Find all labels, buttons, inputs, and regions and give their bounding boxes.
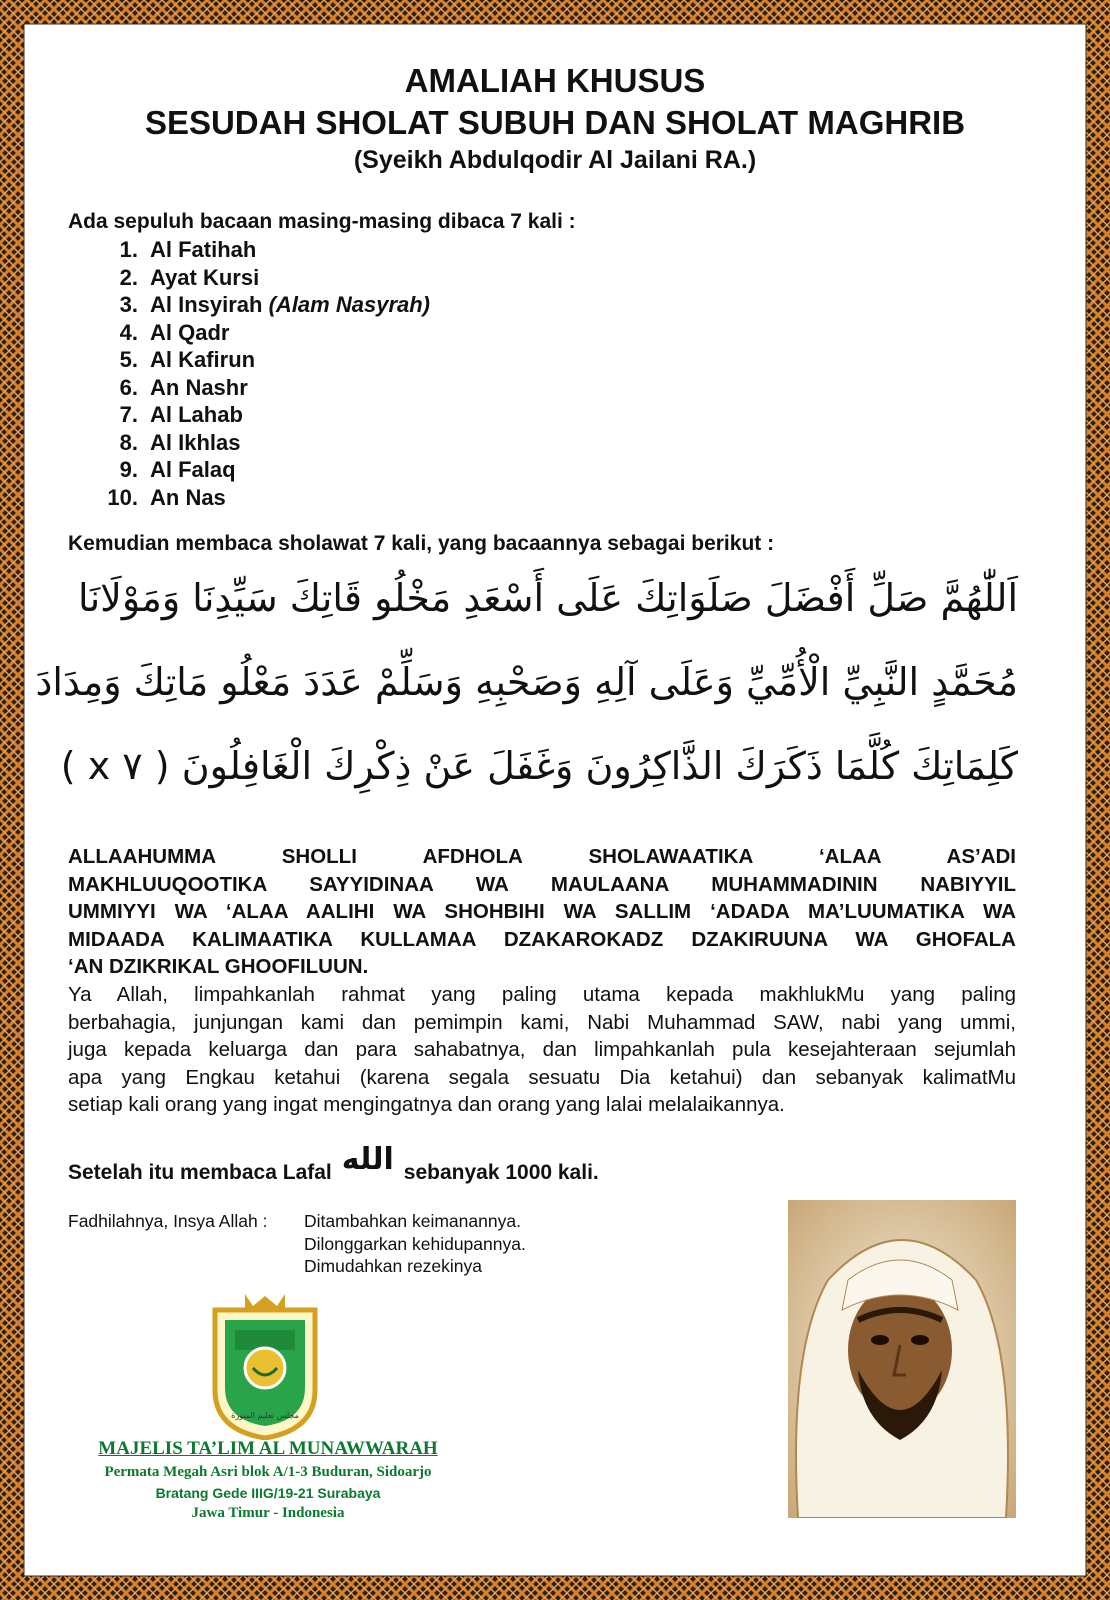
list-item: 8. Al Ikhlas [119, 429, 241, 455]
list-item: 6. An Nashr [119, 374, 248, 400]
translation [68, 981, 1016, 1119]
translation-line: apa yang Engkau ketahui (karena segala sesuatu Dia ketahui) dan sebanyak kalimatMu [68, 1065, 1016, 1089]
list-item: 5. Al Kafirun [119, 347, 256, 372]
arabic-line-3: كَلِمَاتِكَ كُلَّمَا ذَكَرَكَ الذَّاكِرُونَ وَغَفَلَ عَنْ ذِكْرِكَ الْغَافِلُونَ ( ٧ x ) [60, 744, 1018, 788]
translit-line: ‘AN DZIKRIKAL GHOOFILUUN. [68, 955, 369, 978]
translation-line: setiap kali orang yang ingat mengingatnya dan orang yang lalai melalaikannya. [68, 1093, 785, 1116]
reading-note: (Alam Nasyrah) [268, 292, 430, 317]
translit-line: MIDAADA KALIMAATIKA KULLAMAA DZAKAROKADZ DZAKIRUUNA WA GHOFALA [68, 927, 1016, 951]
organization-address-2: Bratang Gede IIIG/19-21 Surabaya [155, 1485, 381, 1501]
translation-line: juga kepada keluarga dan para sahabatnya, dan limpahkanlah pula kesejahteraan sejumlah [68, 1038, 1016, 1061]
organization-address-1: Permata Megah Asri blok A/1-3 Buduran, Sidoarjo [104, 1464, 432, 1480]
organization-address-3: Jawa Timur - Indonesia [191, 1505, 345, 1521]
author-line: (Syeikh Abdulqodir Al Jailani RA.) [353, 146, 757, 174]
arabic-line-2: مُحَمَّدٍ النَّبِيِّ الْأُمِّيِّ وَعَلَى آلِهِ وَصَحْبِهِ وَسَلِّمْ عَدَدَ مَعْلُو مَاتِكَ وَمِدَادَ [35, 660, 1018, 704]
list-item: 3. Al Insyirah (Alam Nasyrah) [119, 292, 430, 317]
allah-calligraphy: الله [341, 1142, 394, 1177]
translit-line: MAKHLUUQOOTIKA SAYYIDINAA WA MAULAANA MUHAMMADININ NABIYYIL [68, 872, 1016, 896]
list-item: 9. Al Falaq [119, 457, 236, 482]
arabic-line-1: اَللّٰهُمَّ صَلِّ أَفْضَلَ صَلَوَاتِكَ عَلَى أَسْعَدِ مَخْلُو قَاتِكَ سَيِّدِنَا وَمَوْلَانَا [78, 576, 1018, 620]
readings-intro: Ada sepuluh bacaan masing-masing dibaca 7 kali : [68, 210, 576, 233]
fadhilah-label: Fadhilahnya, Insya Allah : [68, 1211, 268, 1231]
list-item: 4. Al Qadr [119, 319, 230, 345]
logo-text: مجلس تعليم المنورة [231, 1411, 299, 1420]
sholawat-intro: Kemudian membaca sholawat 7 kali, yang bacaannya sebagai berikut : [68, 532, 775, 555]
list-item: 2. Ayat Kursi [119, 264, 260, 290]
list-item: Dilonggarkan kehidupannya. [304, 1233, 526, 1254]
translit-line: ALLAAHUMMA SHOLLI AFDHOLA SHOLAWAATIKA ‘ALAA AS’ADI [68, 845, 1016, 868]
lafal-instruction: Setelah itu membaca Lafal الله sebanyak 1000 kali. [68, 1142, 599, 1184]
readings-list [100, 236, 430, 511]
portrait-image [788, 1200, 1016, 1518]
translit-line: UMMIYYI WA ‘ALAA AALIHI WA SHOHBIHI WA SALLIM ‘ADADA MA’LUUMATIKA WA [68, 900, 1016, 923]
list-item: Ditambahkan keimanannya. [304, 1211, 521, 1231]
fadhilah-list [304, 1210, 526, 1278]
list-item: Dimudahkan rezekinya [304, 1256, 483, 1276]
organization-logo [205, 1290, 325, 1440]
translation-line: berbahagia, junjungan kami dan pemimpin kami, Nabi Muhammad SAW, nabi yang ummi, [68, 1010, 1016, 1034]
organization-name: MAJELIS TA’LIM AL MUNAWWARAH [98, 1438, 438, 1459]
list-item: 1. Al Fatihah [119, 237, 257, 262]
transliteration [68, 843, 1016, 981]
list-item: 7. Al Lahab [119, 402, 243, 427]
translation-line: Ya Allah, limpahkanlah rahmat yang paling utama kepada makhlukMu yang paling [68, 983, 1016, 1006]
fadhilah-section [68, 1210, 526, 1278]
list-item: 10. An Nas [107, 484, 226, 510]
page-subtitle: SESUDAH SHOLAT SUBUH DAN SHOLAT MAGHRIB [144, 104, 966, 141]
page-title: AMALIAH KHUSUS [404, 62, 706, 99]
